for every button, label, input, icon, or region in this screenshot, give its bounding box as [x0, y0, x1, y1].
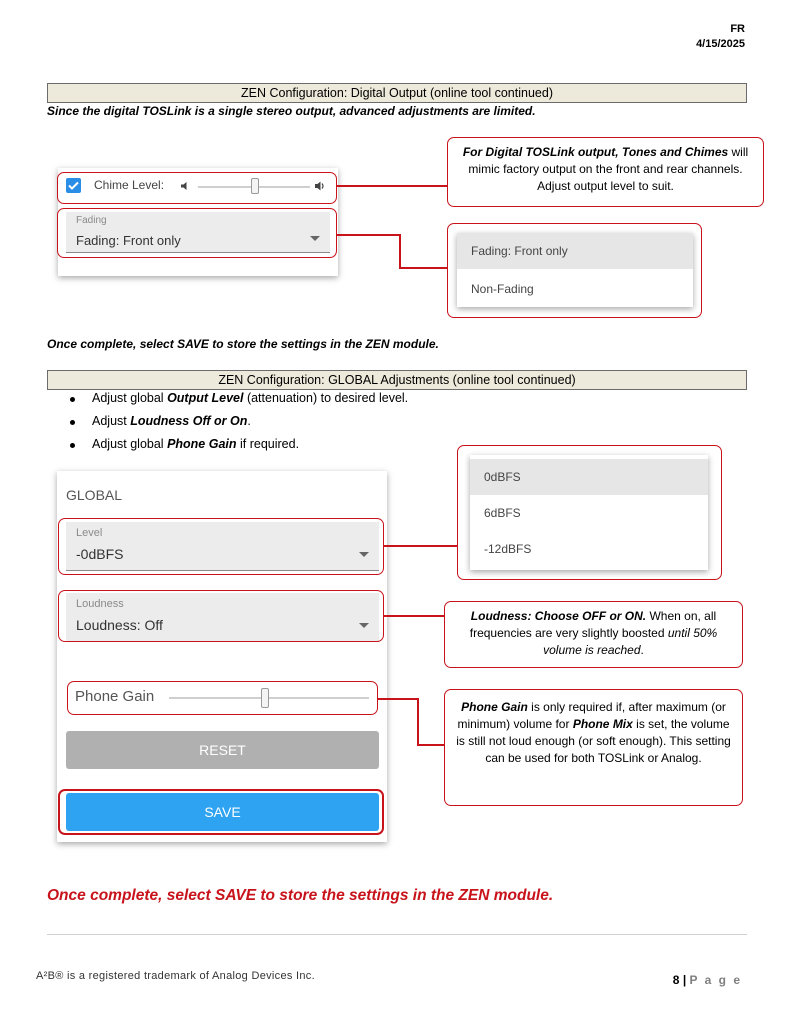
bullet-text: Adjust global — [92, 437, 168, 451]
section1-outro-save: SAVE — [177, 337, 209, 351]
level-option-0[interactable]: 0dBFS — [470, 459, 708, 495]
connector-fading-3 — [399, 267, 447, 269]
loudness-label: Loudness — [76, 598, 124, 610]
loudness-callout-bold: Loudness: Choose OFF or ON. — [470, 609, 647, 623]
footer-trademark: A²B® is a registered trademark of Analog Devices Inc. — [36, 970, 315, 982]
phone-gain-label: Phone Gain — [75, 688, 155, 705]
highlight-level-dropdown — [457, 445, 722, 580]
chime-level-label: Chime Level: — [94, 178, 165, 192]
global-title: GLOBAL — [66, 487, 123, 503]
connector-fading-1 — [337, 234, 399, 236]
highlight-save — [58, 789, 384, 835]
bullet-text: Adjust global — [92, 391, 168, 405]
reset-button[interactable]: RESET — [66, 731, 379, 769]
connector-chime — [337, 185, 447, 187]
level-option-6[interactable]: 6dBFS — [484, 506, 521, 520]
loudness-value: Loudness: Off — [76, 617, 163, 633]
section1-outro-pre: Once complete, select — [47, 337, 178, 351]
connector-fading-2 — [399, 234, 401, 268]
level-option-12[interactable]: -12dBFS — [484, 542, 532, 556]
save-button[interactable]: SAVE — [66, 793, 379, 831]
loudness-callout-end: . — [640, 643, 644, 657]
fading-option-front[interactable]: Fading: Front only — [457, 233, 693, 269]
highlight-chime — [57, 172, 337, 204]
phone-callout-text: is only required if, after maximum (or minimum) volume for — [457, 700, 726, 731]
highlight-phone-gain — [67, 681, 378, 715]
level-value: -0dBFS — [76, 546, 124, 562]
highlight-level — [58, 518, 384, 575]
bullet-loudness — [70, 414, 251, 428]
bullet-text: . — [247, 414, 251, 428]
bullet-bold: Phone Gain — [167, 437, 237, 451]
highlight-loudness — [58, 590, 384, 642]
level-label: Level — [76, 527, 103, 539]
footer-divider — [47, 934, 747, 935]
loudness-callout — [444, 601, 743, 668]
bullet-text: (attenuation) to desired level. — [243, 391, 409, 405]
section1-outro-post: to store the settings in the ZEN module. — [208, 337, 439, 351]
bullet-bold: Output Level — [167, 391, 244, 405]
phone-callout-bold: Phone Gain — [461, 700, 528, 714]
page-word: P a g e — [689, 973, 742, 987]
toslink-callout — [447, 137, 764, 207]
highlight-fading-dropdown — [447, 223, 702, 318]
header-initials: FR — [730, 23, 745, 35]
section2-outro: Once complete, select SAVE to store the settings in the ZEN module. — [47, 887, 554, 904]
fading-value: Fading: Front only — [76, 233, 181, 248]
fading-option-nonfading[interactable]: Non-Fading — [471, 282, 534, 296]
phone-callout-end: is set, the volume is still not loud enough (or soft enough). This setting can be used for both TOSLink or Analog. — [456, 717, 731, 765]
section1-intro: Since the digital TOSLink is a single stereo output, advanced adjustments are limited. — [47, 104, 536, 118]
toslink-callout-bold: For Digital TOSLink output, Tones and Chimes — [462, 145, 729, 159]
bullet-output-level — [70, 391, 408, 405]
section-title-global: ZEN Configuration: GLOBAL Adjustments (online tool continued) — [47, 370, 747, 390]
connector-phone-2 — [417, 698, 419, 745]
bullet-phone-gain — [70, 437, 299, 451]
highlight-fading — [57, 208, 337, 258]
bullet-text: Adjust — [92, 414, 131, 428]
toslink-callout-text: will mimic factory output on the front and rear channels. Adjust output level to suit. — [468, 145, 749, 193]
section-title-digital-output: ZEN Configuration: Digital Output (online tool continued) — [47, 83, 747, 103]
bullet-text: if required. — [236, 437, 300, 451]
header-date: 4/15/2025 — [696, 38, 745, 50]
connector-level — [384, 545, 457, 547]
connector-phone-3 — [417, 744, 444, 746]
bullet-bold: Loudness Off or On — [130, 414, 248, 428]
phone-callout-italic: Phone Mix — [572, 717, 633, 731]
connector-loudness — [384, 615, 444, 617]
section1-outro — [47, 337, 439, 351]
fading-label: Fading — [76, 215, 107, 226]
footer-page: 8 | P a g e — [672, 973, 742, 987]
page-number: 8 — [672, 973, 680, 987]
loudness-callout-text: When on, all frequencies are very slightly boosted — [469, 609, 717, 640]
connector-phone-1 — [378, 698, 418, 700]
loudness-callout-italic: until 50% volume is reached — [543, 626, 718, 657]
phone-gain-callout — [444, 689, 743, 806]
